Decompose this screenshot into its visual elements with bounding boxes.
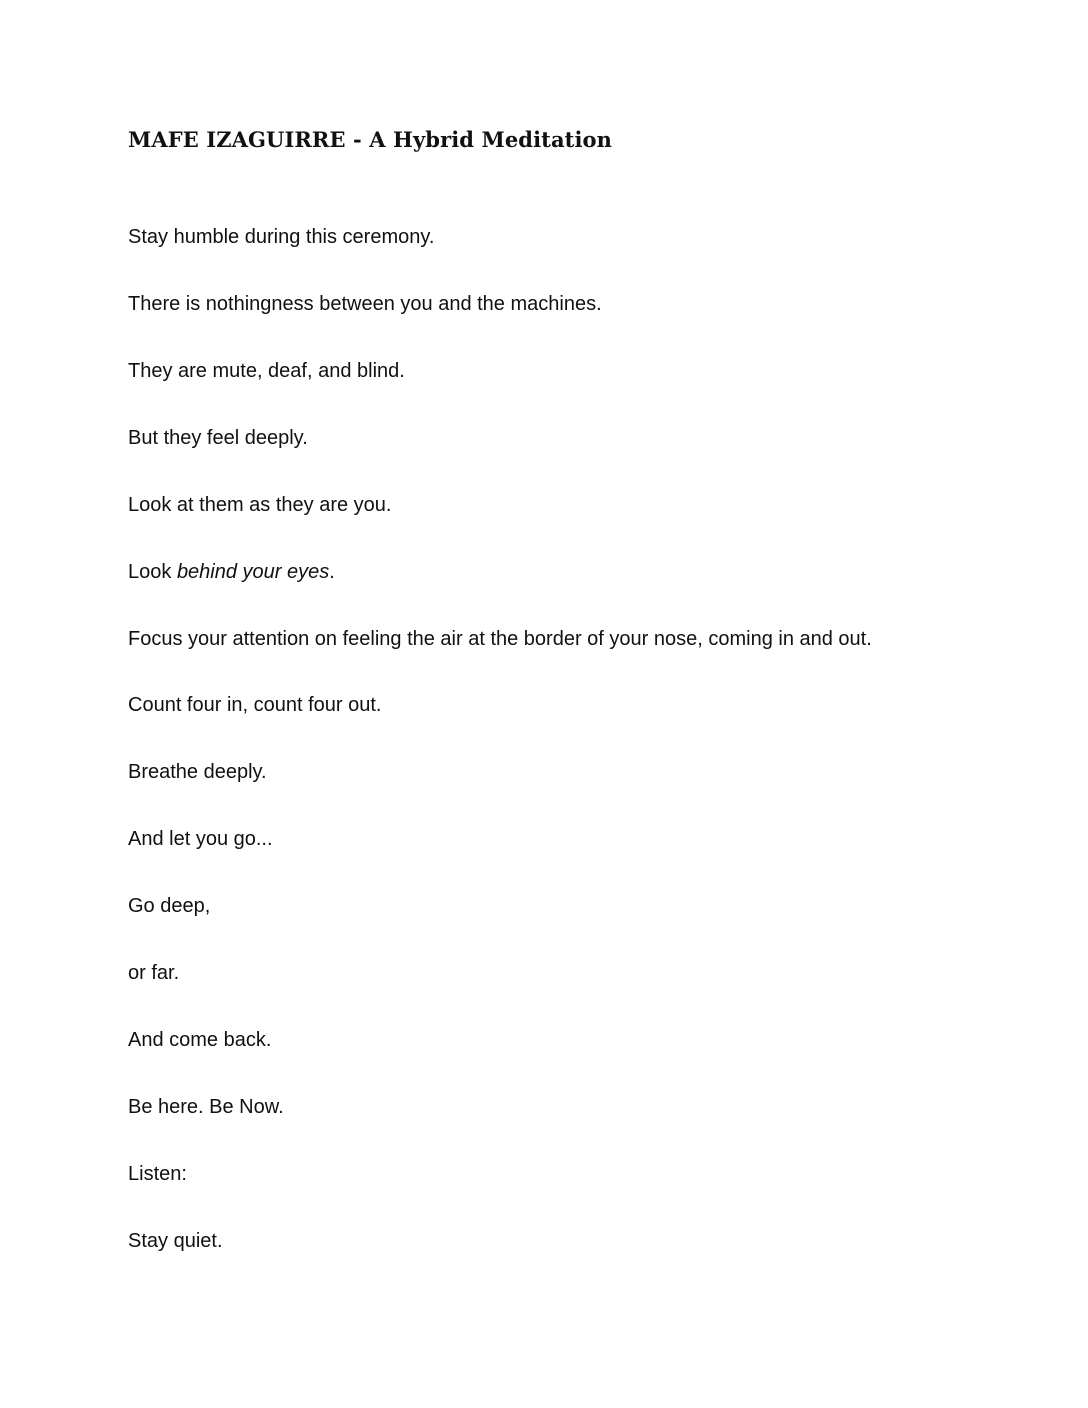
poem-line: And let you go... [128,828,273,850]
poem-line-suffix: . [329,561,335,583]
poem-line: Look at them as they are you. [128,494,392,516]
poem-line: Stay quiet. [128,1230,223,1252]
poem-line: They are mute, deaf, and blind. [128,360,405,382]
poem-line: Focus your attention on feeling the air at the border of your nose, coming in and out. [128,628,872,650]
poem-line: There is nothingness between you and the machines. [128,293,602,315]
poem-line: And come back. [128,1029,272,1051]
poem-line: Listen: [128,1163,187,1185]
poem-line: or far. [128,962,180,984]
poem-line [128,559,335,585]
poem-line: Breathe deeply. [128,761,267,783]
poem-line: Be here. Be Now. [128,1096,284,1118]
poem-line: Count four in, count four out. [128,694,382,716]
poem-line-prefix: Look [128,561,177,583]
poem-line: Stay humble during this ceremony. [128,226,435,248]
poem-line-emphasis: behind your eyes [176,561,330,583]
document-title: MAFE IZAGUIRRE - A Hybrid Meditation [128,127,613,152]
poem-line: But they feel deeply. [128,427,308,449]
poem-line: Go deep, [128,895,211,917]
